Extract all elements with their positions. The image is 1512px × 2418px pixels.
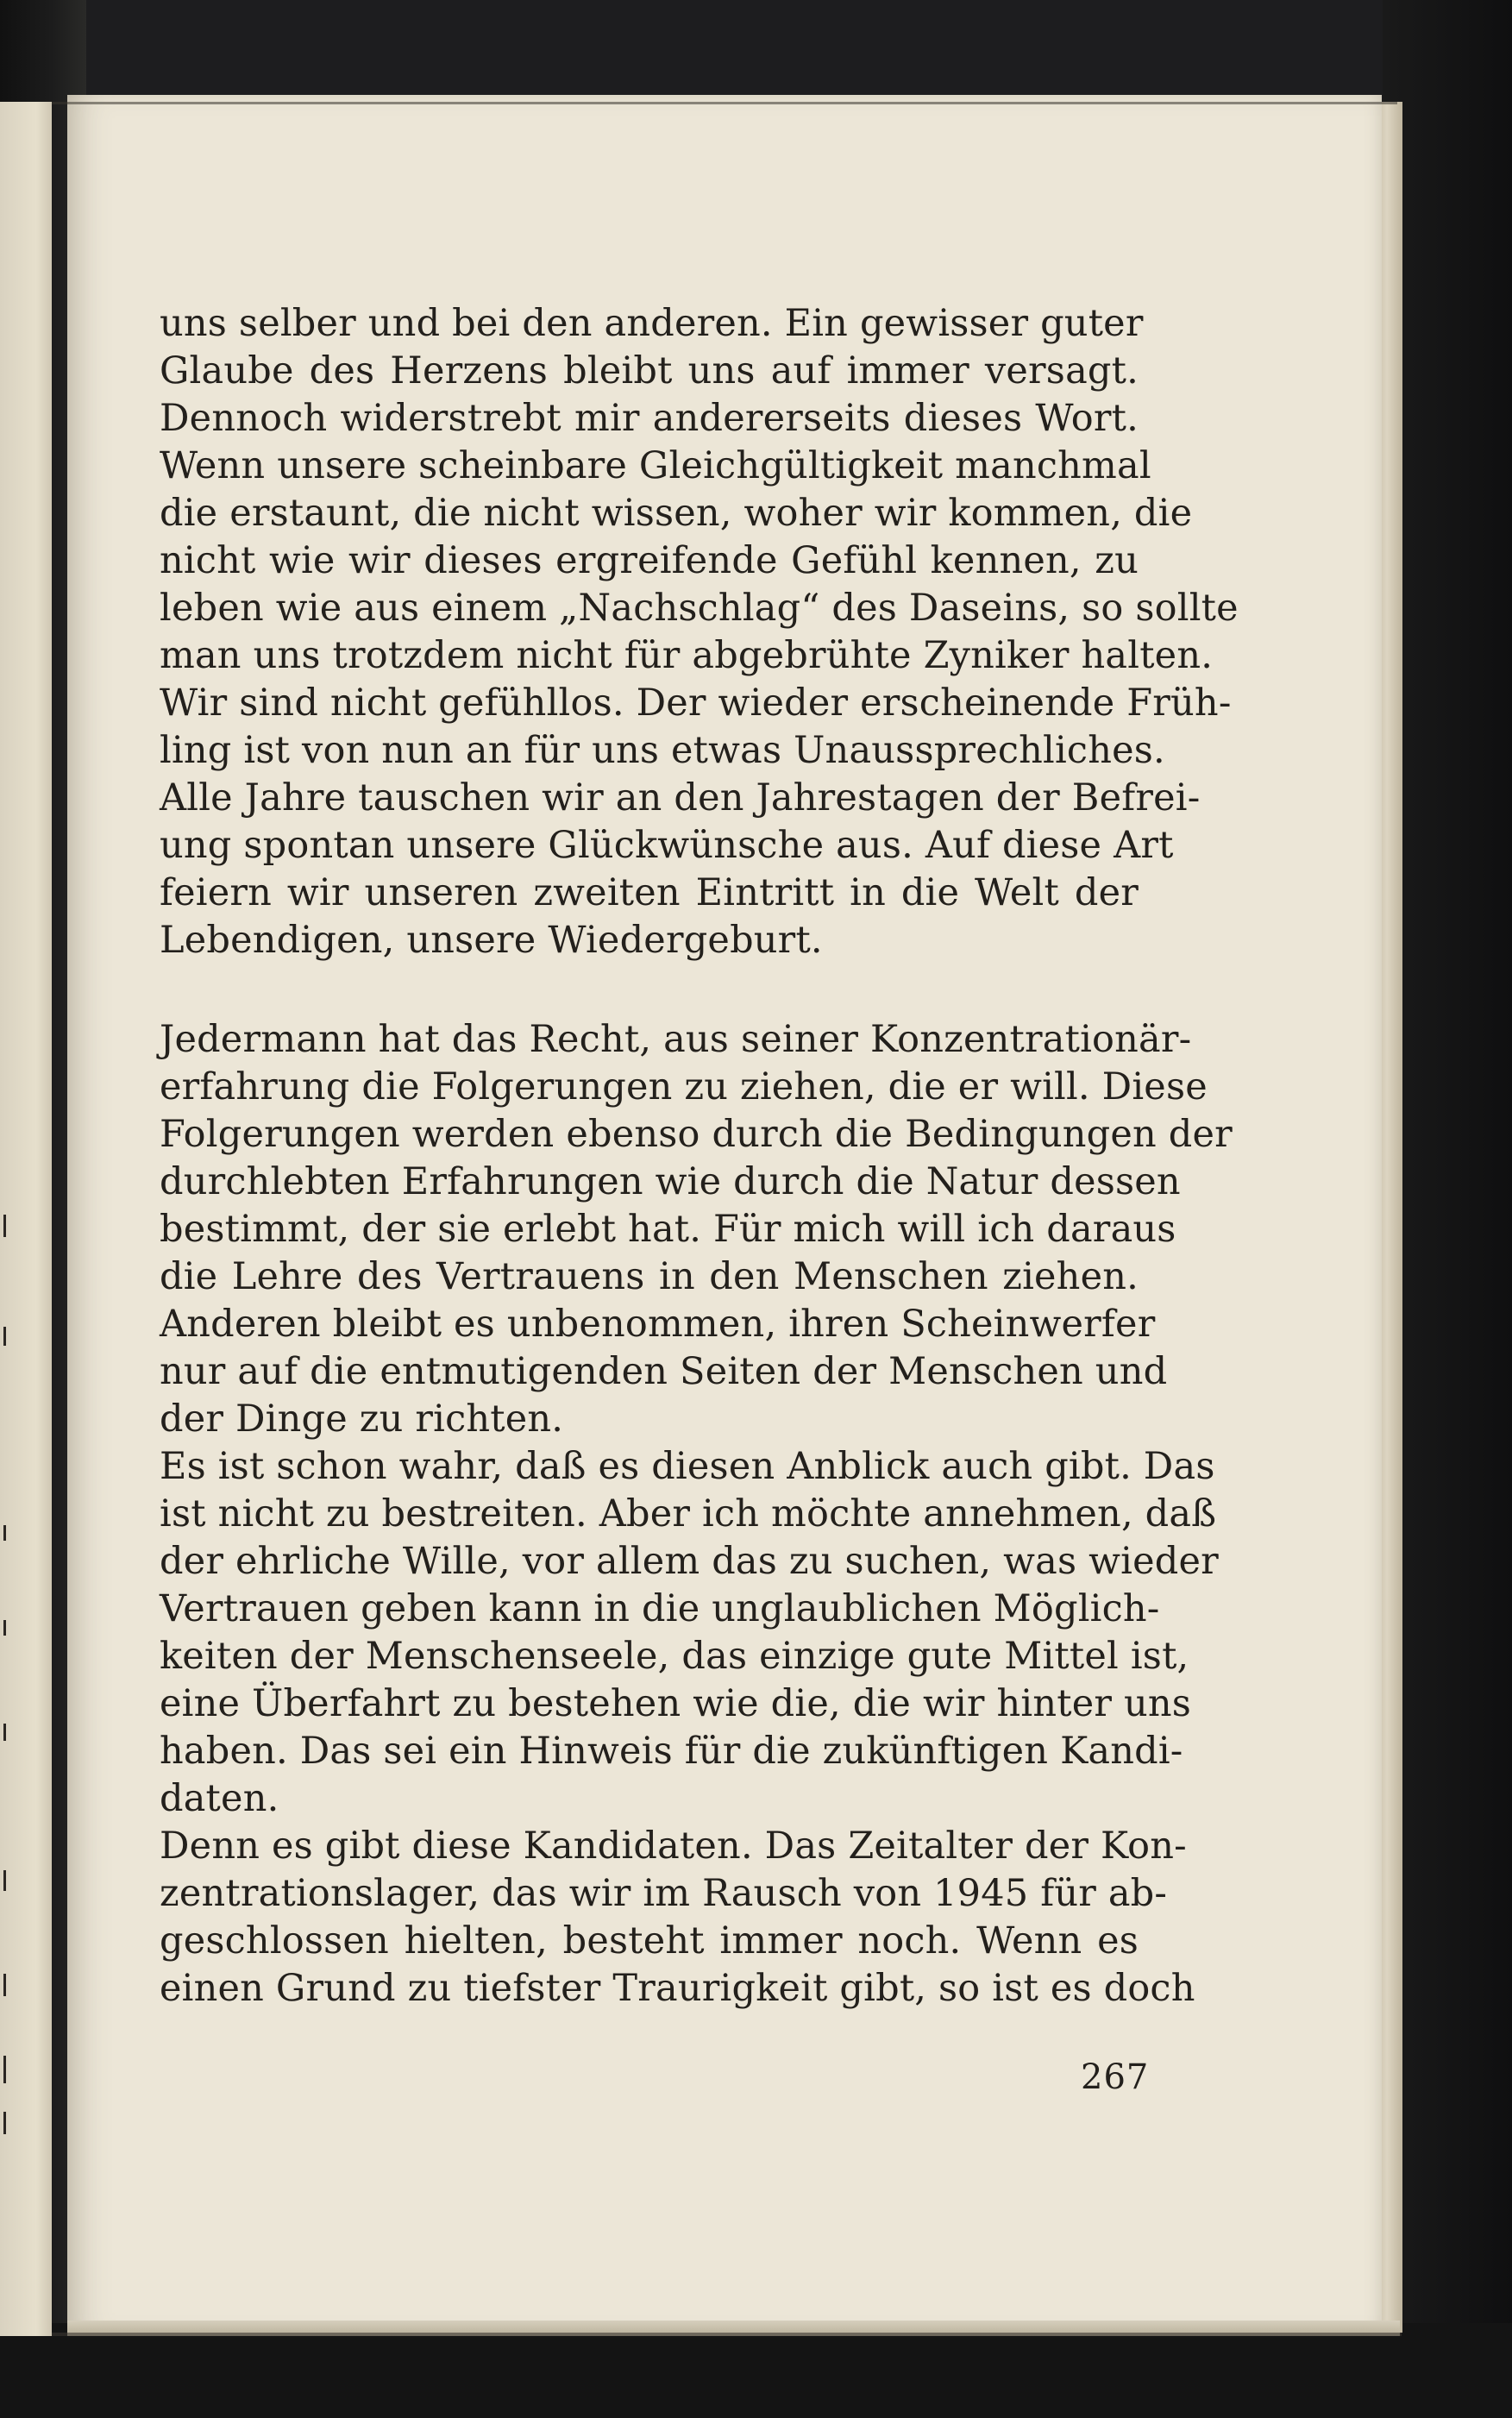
text-line: Es ist schon wahr, daß es diesen Anblick auch gibt. Das [160, 1445, 1215, 1488]
text-line: Glaube des Herzens bleibt uns auf immer versagt. [160, 349, 1139, 393]
print-mark [3, 1620, 6, 1636]
print-mark [3, 1215, 6, 1237]
text-line: Lebendigen, unsere Wiedergeburt. [160, 919, 823, 962]
text-line: der ehrliche Wille, vor allem das zu suchen, was wieder [160, 1540, 1219, 1583]
text-line: Wenn unsere scheinbare Gleichgültigkeit manchmal [160, 444, 1151, 487]
text-line: ung spontan unsere Glückwünsche aus. Auf diese Art [160, 824, 1174, 867]
page-number: 267 [1081, 2057, 1150, 2097]
text-line: bestimmt, der sie erlebt hat. Für mich will ich daraus [160, 1208, 1176, 1251]
text-line: einen Grund zu tiefster Traurigkeit gibt, so ist es doch [160, 1967, 1195, 2010]
text-line: leben wie aus einem „Nachschlag“ des Daseins, so sollte [160, 587, 1239, 630]
text-line: ling ist von nun an für uns etwas Unaussprechliches. [160, 729, 1165, 772]
paragraph-1 [160, 300, 1239, 964]
print-mark [3, 2112, 6, 2134]
text-line: haben. Das sei ein Hinweis für die zukünftigen Kandi- [160, 1730, 1183, 1773]
text-line: man uns trotzdem nicht für abgebrühte Zyniker halten. [160, 634, 1214, 677]
text-line: nicht wie wir dieses ergreifende Gefühl kennen, zu [160, 539, 1139, 582]
text-line: Jedermann hat das Recht, aus seiner Konzentrationär- [160, 1018, 1192, 1061]
text-line: ist nicht zu bestreiten. Aber ich möchte annehmen, daß [160, 1492, 1217, 1536]
print-mark [3, 1870, 6, 1891]
paragraph-3 [160, 1443, 1219, 1823]
text-line: geschlossen hielten, besteht immer noch. Wenn es [160, 1919, 1139, 1963]
text-line: die Lehre des Vertrauens in den Menschen ziehen. [160, 1255, 1139, 1298]
text-line: der Dinge zu richten. [160, 1397, 564, 1441]
previous-page-edge [0, 102, 52, 2336]
print-mark [3, 1525, 6, 1541]
text-line: keiten der Menschenseele, das einzige gute Mittel ist, [160, 1635, 1189, 1678]
page-bottom-edge [52, 2333, 1402, 2336]
paragraph-2 [160, 1016, 1233, 1443]
text-line: feiern wir unseren zweiten Eintritt in die Welt der [160, 871, 1139, 914]
text-line: Denn es gibt diese Kandidaten. Das Zeitalter der Kon- [160, 1824, 1187, 1868]
print-mark [3, 1974, 6, 1996]
text-line: Folgerungen werden ebenso durch die Bedingungen der [160, 1113, 1233, 1156]
text-line: nur auf die entmutigenden Seiten der Menschen und [160, 1350, 1168, 1393]
text-line: uns selber und bei den anderen. Ein gewisser guter [160, 302, 1144, 345]
print-mark [3, 1724, 6, 1741]
text-line: die erstaunt, die nicht wissen, woher wir kommen, die [160, 492, 1193, 535]
paragraph-4 [160, 1823, 1195, 2013]
text-line: daten. [160, 1777, 279, 1820]
page-top-edge [52, 102, 1397, 104]
text-line: eine Überfahrt zu bestehen wie die, die wir hinter uns [160, 1682, 1192, 1725]
text-line: zentrationslager, das wir im Rausch von 1945 für ab- [160, 1872, 1168, 1915]
text-line: Vertrauen geben kann in die unglaublichen Möglich- [160, 1587, 1160, 1630]
text-line: Anderen bleibt es unbenommen, ihren Scheinwerfer [160, 1303, 1156, 1346]
background-bottom [0, 2323, 1512, 2418]
print-mark [3, 2056, 6, 2083]
paragraph-gap [160, 964, 1139, 1016]
text-line: Dennoch widerstrebt mir andererseits dieses Wort. [160, 397, 1139, 440]
text-line: Wir sind nicht gefühllos. Der wieder erscheinende Früh- [160, 681, 1232, 725]
text-line: durchlebten Erfahrungen wie durch die Natur dessen [160, 1160, 1181, 1203]
text-line: erfahrung die Folgerungen zu ziehen, die er will. Diese [160, 1065, 1208, 1109]
body-text [160, 300, 1239, 2013]
print-mark [3, 1327, 6, 1346]
text-line: Alle Jahre tauschen wir an den Jahrestagen der Befrei- [160, 776, 1201, 820]
